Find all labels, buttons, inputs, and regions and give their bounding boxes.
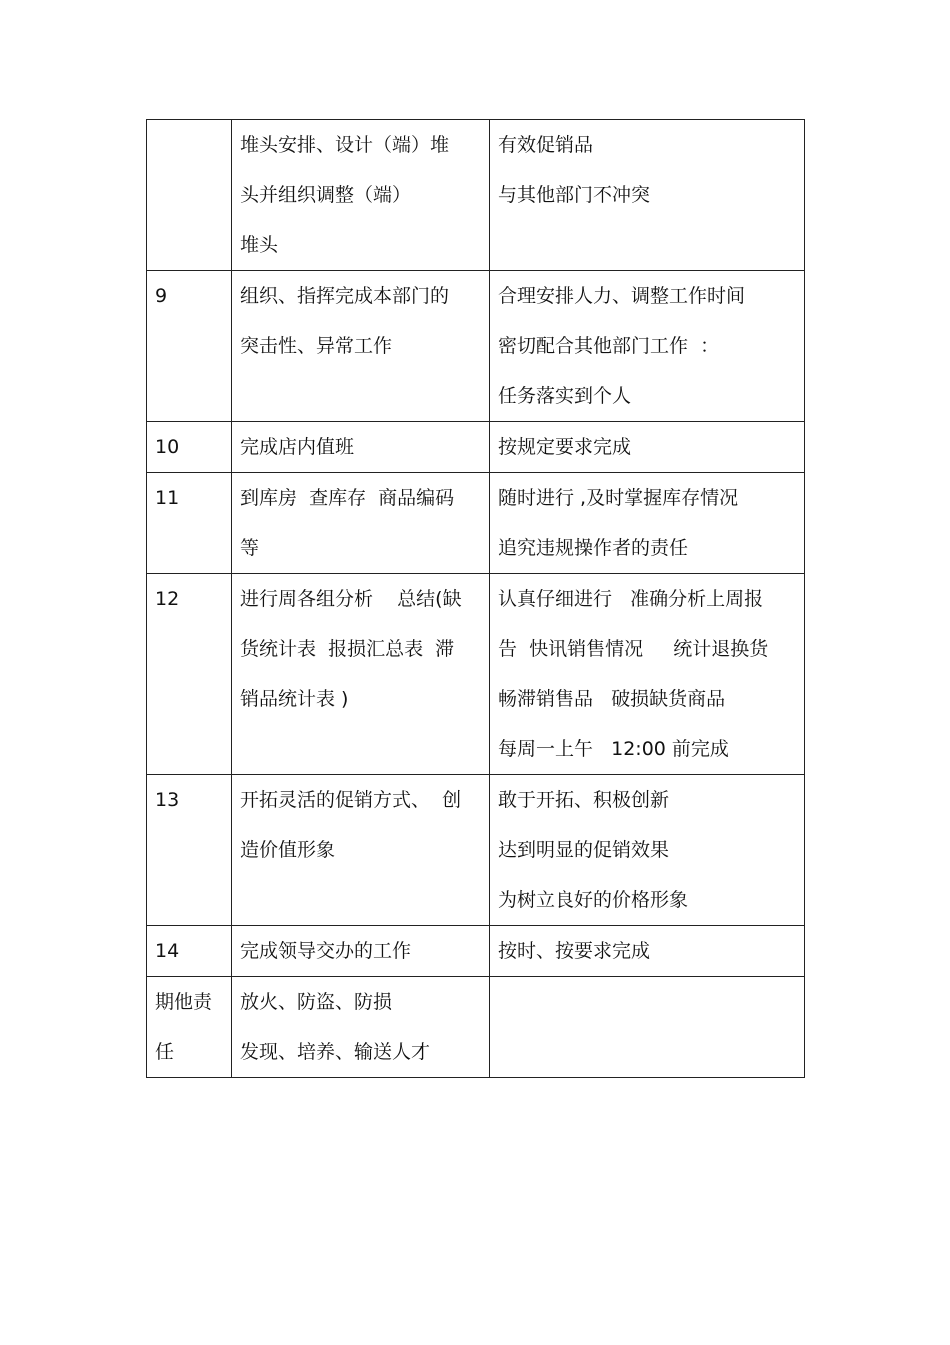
table-row [147,977,805,1078]
row-number-cell [147,473,232,574]
task-line: 完成领导交办的工作 [240,940,412,962]
standard-cell [490,926,805,977]
standard-cell [490,473,805,574]
task-line: 开拓灵活的促销方式、 创 [240,789,462,811]
task-line: 造价值形象 [240,839,336,861]
standard-line: 按规定要求完成 [498,436,632,458]
standard-cell [490,120,805,271]
task-line: 组织、指挥完成本部门的 [240,285,450,307]
standard-line: 按时、按要求完成 [498,940,651,962]
row-number-cell [147,775,232,926]
standard-line: 随时进行 ,及时掌握库存情况 [498,487,739,509]
task-cell [232,422,490,473]
task-line: 头并组织调整（端） [240,184,412,206]
standard-line: 追究违规操作者的责任 [498,537,689,559]
row-number-cell [147,120,232,271]
standard-line: 为树立良好的价格形象 [498,889,689,911]
table-row [147,775,805,926]
standard-line: 有效促销品 [498,134,594,156]
standard-line: 认真仔细进行 准确分析上周报 [498,588,764,610]
standard-cell [490,271,805,422]
row-number: 14 [155,940,180,962]
task-line: 销品统计表 ) [240,688,349,710]
table-row [147,422,805,473]
standard-cell [490,422,805,473]
standard-line: 畅滞销售品 破损缺货商品 [498,688,726,710]
task-line: 放火、防盗、防损 [240,991,393,1013]
table-row [147,271,805,422]
standard-line: 达到明显的促销效果 [498,839,670,861]
task-cell [232,926,490,977]
task-line: 货统计表 报损汇总表 滞 [240,638,455,660]
row-number-cell [147,926,232,977]
task-cell [232,473,490,574]
table-row [147,120,805,271]
row-number: 9 [155,285,168,307]
duty-table [146,119,805,1078]
row-number: 期他责 [155,991,213,1013]
task-line: 进行周各组分析 总结(缺 [240,588,462,610]
row-number: 11 [155,487,180,509]
standard-line: 任务落实到个人 [498,385,632,407]
standard-cell [490,977,805,1078]
task-line: 完成店内值班 [240,436,355,458]
task-line: 到库房 查库存 商品编码 [240,487,455,509]
standard-cell [490,775,805,926]
table-row [147,926,805,977]
task-line: 堆头 [240,234,279,256]
standard-line: 与其他部门不冲突 [498,184,651,206]
row-number-cell [147,977,232,1078]
task-line: 等 [240,537,260,559]
task-cell [232,775,490,926]
row-number: 10 [155,436,180,458]
table-row [147,473,805,574]
row-number: 13 [155,789,180,811]
task-line: 突击性、异常工作 [240,335,393,357]
task-cell [232,574,490,775]
standard-line: 合理安排人力、调整工作时间 [498,285,746,307]
row-number: 任 [155,1041,175,1063]
standard-line: 敢于开拓、积极创新 [498,789,670,811]
row-number-cell [147,271,232,422]
table-row [147,574,805,775]
row-number-cell [147,574,232,775]
row-number: 12 [155,588,180,610]
task-line: 发现、培养、输送人才 [240,1041,431,1063]
standard-cell [490,574,805,775]
task-line: 堆头安排、设计（端）堆 [240,134,450,156]
standard-line: 告 快讯销售情况 统计退换货 [498,638,769,660]
task-cell [232,977,490,1078]
task-cell [232,271,490,422]
standard-line: 密切配合其他部门工作 ： [498,335,720,357]
row-number-cell [147,422,232,473]
task-cell [232,120,490,271]
standard-line: 每周一上午 12:00 前完成 [498,738,729,760]
